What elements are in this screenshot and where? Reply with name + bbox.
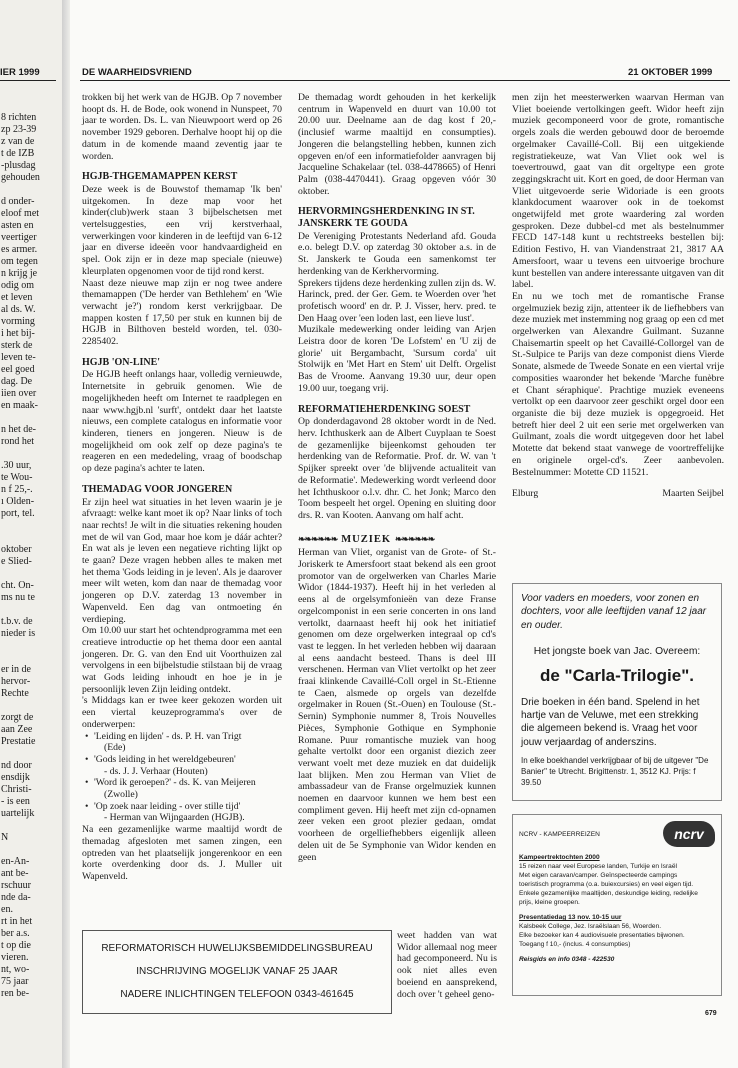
previous-page-line: Christi- [1, 784, 32, 795]
headline-soest: REFORMATIEHERDENKING SOEST [298, 403, 471, 415]
previous-page-line: e Slied- [1, 556, 32, 567]
ncrv-logo: ncrv [663, 821, 715, 847]
article-continuation: trokken bij het werk van de HGJB. Op 7 november hoopt ds. H. de Bode, ook wonend in Nunspeet, 70 jaar te worden. Ds. L. van Nieuwpoort werd op 26 november 1929 geboren. Derhalve hoopt hij op die datum in de komende maand zeventig jaar te worden. [82, 92, 282, 162]
previous-page-line: er in de [1, 664, 31, 675]
previous-page-line: d onder- [1, 196, 35, 207]
advertisement-huwelijksbureau [82, 930, 392, 1014]
list-item: • 'Gods leiding in het wereldgebeuren' - ds. J. J. Verhaar (Houten) [94, 754, 282, 777]
previous-page-line: z van de [1, 136, 35, 147]
previous-page-line [1, 184, 61, 196]
previous-page-line [1, 604, 61, 616]
publication-name: DE WAARHEIDSVRIEND [82, 67, 192, 78]
previous-page-line: zp 23-39 [1, 124, 37, 135]
previous-page-line: t.b.v. de [1, 616, 33, 627]
previous-page-text [1, 112, 61, 1000]
ad-subtitle: Het jongste boek van Jac. Overeem: [533, 645, 701, 657]
previous-page-line: gehouden [1, 172, 40, 183]
previous-page-line: nde da- [1, 892, 31, 903]
previous-page-line [1, 520, 61, 532]
previous-page-line: uartelijk [1, 808, 35, 819]
ad-line: toeristisch programma (o.a. buiexcursies) en veel eigen tijd. [519, 881, 694, 888]
previous-page-line: aan Zee [1, 724, 33, 735]
previous-page-line: te Wou- [1, 472, 33, 483]
previous-page-line: 8 richten [1, 112, 37, 123]
ad-body: Drie boeken in één band. Spelend in het hartje van de Veluwe, met een strekking die algemeen bekend is. Vraag het voor jouw verjaardag of anderszins. [521, 696, 700, 748]
ad-smallprint: In elke boekhandel verkrijgbaar of bij de uitgever "De Banier" te Utrecht. Brigittenstr. 1, 3512 KJ. Prijs: f 39.50 [521, 756, 709, 788]
ad-title: de "Carla-Trilogie". [539, 665, 695, 685]
advertisement-carla-trilogie [512, 583, 722, 801]
previous-page-line [1, 748, 61, 760]
previous-page-line: zorgt de [1, 712, 34, 723]
previous-page-line: ı Olden- [1, 496, 35, 507]
list-item: • 'Word ik geroepen?' - ds. K. van Meijeren (Zwolle) [94, 777, 282, 800]
ad-heading: Kampeertrektochten 2000 [519, 854, 600, 861]
previous-page-line: vorming [1, 316, 35, 327]
column-1 [82, 92, 282, 883]
paragraph: En nu we toch met de romantische Franse orgelmuziek bezig zijn, attenteer ik de liefhebbers van deze muziek met instemming nog graag op een cd met orgelwerken van Alexandre Guilmant. Suzanne Chaisemartin speelt op het Cavaillé-Collorgel van de St.-Sulpice te Parijs van deze componist diens Vierde Sonate, alsmede de Tweede Sonate en een viertal vrije composities waaronder het bekende 'Marche funèbre et Chant séraphique'. Prachtige muziek eveneens vertolkt op een daarvoor zeer geschikt orgel door een organiste die bij deze muziek is opgegroeid. Het betreft hier deel 2 uit een serie met orgelwerken van Guilmant, zoals die wordt uitgegeven door het label Motette dat bekend staat vanwege de voortreffelijke en originele orgel-cd's. Zeer aanbevolen. Bestelnummer: Motette CD 11521. [512, 290, 724, 478]
previous-page-rule [0, 80, 56, 81]
previous-page-line: eloof met [1, 208, 40, 219]
paragraph: men zijn het meesterwerken waarvan Herman van Vliet boeiende vertolkingen geeft. Widor heeft zijn muziek gecomponeerd voor de grote, romantische orgels zoals die werden gebouwd door de beroemde orgelmaker Cavaillé-Coll. Bij een uitgekiende registratiekeuze, wat Van Vliet ook wel is toevertrouwd, gaat van dit orgeltype een grote zeggingskracht uit. Kort en goed, de door Herman van Vliet uitgevoerde serie Widoriade is een groots klankdocument waarover ook in de toekomst ongetwijfeld met grote waardering zal worden gesproken. Deze dubbel-cd met als bestelnummer FECD 147-148 kunt u rechtstreeks bestellen bij: Edition Festivo, H. van Viandenstraat 21, 3817 AA Amersfoort, waar u tevens een uitvoerige brochure kunt bestellen van andere interessante uitgaven van dit label. [512, 92, 724, 291]
previous-page-line: nieder is [1, 628, 36, 639]
previous-page-line: asten en [1, 220, 34, 231]
previous-page-line: ren be- [1, 988, 30, 999]
page-spine [62, 0, 70, 1068]
previous-page-line: leven te- [1, 352, 36, 363]
previous-page-line [1, 412, 61, 424]
previous-page-line: en. [1, 904, 13, 915]
headline-online: HGJB 'ON-LINE' [82, 356, 161, 368]
previous-page-line: en-An- [1, 856, 30, 867]
ad-line: REFORMATORISCH HUWELIJKSBEMIDDELINGSBUREAU [101, 943, 373, 954]
headline-themamappen: HGJB-THGEMAMAPPEN KERST [82, 171, 238, 183]
previous-page-line: Rechte [1, 688, 29, 699]
previous-page-line: - is een [1, 796, 30, 807]
ad-line: Toegang f 10,- (inclus. 4 consumpties) [519, 941, 631, 948]
paragraph: De Vereniging Protestants Nederland afd. Gouda e.o. belegt D.V. op zaterdag 30 oktober a.s. in de St. Janskerk te Gouda een samenkomst ter herdenking van de Kerkhervorming. [298, 230, 496, 277]
previous-page-edge [0, 0, 63, 1068]
previous-page-line: -plusdag [1, 160, 36, 171]
previous-page-line: .30 uur, [1, 460, 32, 471]
previous-page-line: vieren. [1, 952, 29, 963]
ornament-icon: ❧❧❧❧❧❧ [395, 533, 435, 544]
paragraph: De HGJB heeft onlangs haar, volledig vernieuwde, Internetsite in gebruik genomen. Wie de mogelijkheden heeft om Internet te raadplegen en naar www.hgjb.nl 'surft', ontdekt daar het laatste nieuws, een complete catalogus en informatie voor kinderen, tieners en jongeren. Nieuw is de mogelijkheid om ook zelf op deze pagina's te reageren en een mededeling, vraag of boodschap op deze pagina's achter te laten. [82, 369, 282, 475]
previous-page-line: n f 25,-. [1, 484, 33, 495]
ad-heading: Presentatiedag 13 nov. 10-15 uur [519, 914, 622, 921]
previous-page-line [1, 700, 61, 712]
previous-page-line: al ds. W. [1, 304, 36, 315]
paragraph: De themadag wordt gehouden in het kerkelijk centrum in Wapenveld en duurt van 10.00 tot 20.00 uur. Deelname aan de dag kost f 20,- (inclusief warme maaltijd en consumpties). Jongeren die belangstelling hebben, kunnen zich opgeven en/of een informatiefolder aanvragen bij Jacqueline Schakelaar (tel. 038-4478665) of Henri Palm (038-4470441). Graag opgeven vóór 30 oktober. [298, 92, 496, 197]
previous-page-line: nt, wo- [1, 964, 30, 975]
ad-line: NADERE INLICHTINGEN TELEFOON 0343-461645 [120, 989, 354, 1000]
paragraph: Er zijn heel wat situaties in het leven waarin je je afvraagt: welke kant moet ik op? Naar links of toch naar rechts! Je wilt in die situaties rekening houden met de wil van God, maar hoe kom je dáár achter? En wat als je leven een negatieve richting lijkt op te gaan? Deze vragen hebben alles te maken met het thema 'Gods leiding in je leven'. Als je daarover meer wilt weten, kom dan naar de themadag voor jongeren op D.V. zaterdag 13 november in Wapenveld. Een dag van ontmoeting én verdieping. [82, 496, 282, 625]
header-rule [80, 80, 730, 81]
ad-line: Elke bezoeker kan 4 audiovisuele presentaties bijwonen. [519, 932, 685, 939]
previous-page-date: IER 1999 [0, 67, 40, 78]
previous-page-line: rt in het [1, 916, 33, 927]
previous-page-line: en maak- [1, 400, 38, 411]
paragraph: Deze week is de Bouwstof themamap 'Ik ben' uitgekomen. In deze map voor het kinder(club)werk staan 3 bijbelschetsen met vertelsuggesties, een vrij kerstverhaal, verwerkingen voor kinderen in de leeftijd van 6-12 jaar en diverse ideeën voor handvaardigheid en spel. Ook zijn er in deze map speciale (nieuwe) kleurplaten opgenomen voor de tijd rond kerst. [82, 183, 282, 277]
previous-page-line [1, 532, 61, 544]
previous-page-line: t op die [1, 940, 31, 951]
ad-line: INSCHRIJVING MOGELIJK VANAF 25 JAAR [136, 966, 338, 977]
previous-page-line: es armer. [1, 244, 38, 255]
previous-page-line: veertiger [1, 232, 37, 243]
paragraph: Naast deze nieuwe map zijn er nog twee andere themamappen ('De herder van Bethlehem' en 'Wie verwacht je?') rondom kerst verkrijgbaar. De mappen kosten f 17,50 per stuk en kunnen bij de HGJB in Bilthoven besteld worden, tel. 030-2285402. [82, 277, 282, 348]
previous-page-line: eel goed [1, 364, 35, 375]
previous-page-line: n krijg je [1, 268, 38, 279]
previous-page-line: rschuur [1, 880, 31, 891]
previous-page-line [1, 568, 61, 580]
previous-page-line: cht. On- [1, 580, 34, 591]
ad-contact: Reisgids en info 0348 - 422530 [519, 956, 615, 963]
ad-line: prijs, kleine groepen. [519, 899, 580, 906]
column-3 [512, 92, 724, 500]
ad-line: 15 reizen naar veel Europese landen, Turkije en Israël [519, 863, 677, 870]
previous-page-line [1, 820, 61, 832]
section-title: MUZIEK [341, 533, 392, 545]
previous-page-line: ant be- [1, 868, 29, 879]
previous-page-line: port, tel. [1, 508, 35, 519]
paragraph: Na een gezamenlijke warme maaltijd wordt de themadag afgesloten met samen zingen, een optreden van het plaatselijk jongerenkoor en een korte overdenking door ds. J. Muller uit Wapenveld. [82, 824, 282, 882]
previous-page-line: hervor- [1, 676, 31, 687]
issue-date: 21 OKTOBER 1999 [628, 67, 713, 78]
previous-page-line: ensdijk [1, 772, 30, 783]
headline-gouda: HERVORMINGSHERDENKING IN ST. JANSKERK TE GOUDA [298, 206, 475, 230]
paragraph: Om 10.00 uur start het ochtendprogramma met een creatieve introductie op het thema door een aantal jongeren. Dr. G. van den End uit Voorthuizen zal vervolgens in een bijbelstudie stilstaan bij de vraag wat Gods leiding inhoudt en hoe je in je persoonlijk leven Zijn leiding ontdekt. [82, 625, 282, 695]
author-signature [512, 488, 724, 500]
previous-page-line: oktober [1, 544, 32, 555]
previous-page-line: dag. De [1, 376, 33, 387]
section-head-muziek [298, 534, 496, 546]
previous-page-line: sterk de [1, 340, 33, 351]
ad-line: Kalsbeek College, Jez. Israëlslaan 56, Woerden. [519, 923, 662, 930]
ad-intro: Voor vaders en moeders, voor zonen en dochters, voor alle leeftijden vanaf 12 jaar en ouder. [521, 593, 707, 631]
paragraph: Herman van Vliet, organist van de Grote- of St.-Joriskerk te Amersfoort staat bekend als een groot promotor van de orgelwerken van Charles Marie Widor (1844-1937). Heeft hij in het verleden al eens al de orgelsymfonieën van deze Franse orgelcomponist in een serie concerten in ons land vertolkt, daarnaast heeft hij ook het initiatief genomen om deze orgelwerken integraal op cd's vast te leggen. In het verleden hebben wij daaraan al eens aandacht besteed. Thans is deel III verschenen. Herman van Vliet vertolkt op het zeer fraai klinkende Cavaillé-Coll orgel in St.-Etienne te Caen, alsmede op orgels van dezelfde orgelmaker in Rouen (St.-Ouen) en Toulouse (St.-Sernin) Symphonie nummer 8, Trois Nouvelles Pièces, Symphonie Gothique en Symphonie Romane. Puur romantische muziek van hoog gehalte vertolkt door een organist diezich zeer verwant voelt met deze muziek en dat duidelijk laat blijken. Men zou Herman van Vliet de ambassadeur van de Franse orgelmuziek kunnen noemen en daarvoor kunnen we hem best een compliment geven. Hij heeft met zijn cd-opnamen zeer veken een groot plezier gedaan, omdat voorheen de orgelliefhebbers eigenlijk alleen delen uit de 5e Symphonie van Widor kenden en geen [298, 547, 496, 863]
paragraph: Muzikale medewerking onder leiding van Arjen Leistra door de koren 'De Lofstem' en 'U zij de glorie' uit Bergambacht, 'Sursum corda' uit Stolwijk en 'Met Hart en Stem' uit Delft. Orgelist Bas de Vroome. Aanvang 19.30 uur, deur open 19.00 uur, toegang vrij. [298, 324, 496, 394]
previous-page-line: nd door [1, 760, 32, 771]
previous-page-line: om tegen [1, 256, 38, 267]
previous-page-line: i het bij- [1, 328, 35, 339]
page-number: 679 [705, 1010, 717, 1017]
list-item: • 'Op zoek naar leiding - over stille tijd' - Herman van Wijngaarden (HGJB). [94, 801, 282, 824]
headline-themadag: THEMADAG VOOR JONGEREN [82, 483, 233, 495]
previous-page-line: n het de- [1, 424, 36, 435]
previous-page-line: Prestatie [1, 736, 36, 747]
article-continuation: weet hadden van wat Widor allemaal nog meer had gecomponeerd. Nu is ook niet alles even boeiend en aansprekend, doch over 't geheel geno- [397, 930, 497, 1000]
ad-line: Met eigen caravan/camper. Geïnspecteerde campings [519, 872, 678, 879]
topic-list [82, 731, 282, 825]
signature-place: Elburg [512, 488, 539, 500]
previous-page-line [1, 652, 61, 664]
previous-page-line [1, 640, 61, 652]
previous-page-line: rond het [1, 436, 35, 447]
previous-page-line: N [1, 832, 9, 843]
ad-line: Enkele gezamenlijke maaltijden, deskundige leiding, redelijke [519, 890, 698, 897]
column-2 [298, 92, 496, 863]
paragraph: 's Middags kan er twee keer gekozen worden uit een viertal keuzeprogramma's over de onderwerpen: [82, 695, 282, 730]
list-item: • 'Leiding en lijden' - ds. P. H. van Trigt (Ede) [94, 731, 282, 754]
previous-page-line: iien over [1, 388, 37, 399]
previous-page-line [1, 448, 61, 460]
previous-page-line [1, 844, 61, 856]
previous-page-line: ms nu te [1, 592, 35, 603]
paragraph: Sprekers tijdens deze herdenking zullen zijn ds. W. Harinck, pred. der Ger. Gem. te Woerden over 'het profetisch woord' en dr. P. J. Visser, herv. pred. te Den Haag over 'een loden last, een lieve lust'. [298, 277, 496, 324]
signature-name: Maarten Seijbel [662, 488, 724, 500]
ad-organisation: NCRV - KAMPEERREIZEN [519, 830, 600, 838]
previous-page-line: ber a.s. [1, 928, 30, 939]
previous-page-line: 75 jaar [1, 976, 29, 987]
ornament-icon: ❧❧❧❧❧❧ [298, 533, 338, 544]
advertisement-ncrv [512, 814, 722, 996]
previous-page-line: odig om [1, 280, 35, 291]
previous-page-line: t de IZB [1, 148, 35, 159]
previous-page-line: et leven [1, 292, 33, 303]
paragraph: Op donderdagavond 28 oktober wordt in de Ned. herv. Ichthuskerk aan de Albert Cuyplaan te Soest de gezamenlijke bijeenkomst gehouden ter herdenking van de Reformatie. Prof. dr. W. van 't Spijker spreekt over 'de blijvende actualiteit van de Reformatie'. Medewerking wordt verleend door het Ichthuskoor o.l.v. dhr. C. het Jonk; Marco den Toom bespeelt het orgel. Opening en sluiting door drs. R. van Kooten. Aanvang om half acht. [298, 416, 496, 521]
